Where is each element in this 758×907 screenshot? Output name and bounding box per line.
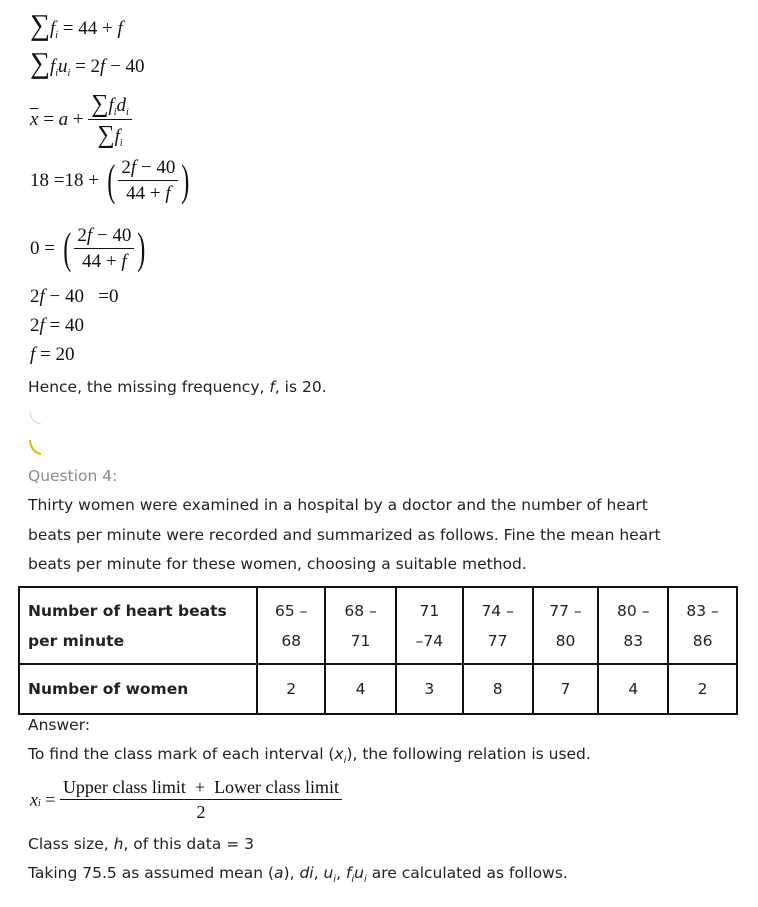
table-cell: 77 – 80 — [533, 587, 599, 664]
table-cell: 8 — [463, 664, 533, 714]
sigma-symbol: ∑ — [30, 47, 50, 80]
table-cell: 65 – 68 — [257, 587, 325, 664]
answer-line-1: To find the class mark of each interval $(x_i)$, the following relation is used. — [28, 745, 591, 766]
table-row — [19, 664, 737, 714]
table-header-cell: Number of heart beats per minute — [19, 587, 257, 664]
table-cell: 83 – 86 — [668, 587, 737, 664]
table-cell: 7 — [533, 664, 599, 714]
table-cell: 4 — [598, 664, 668, 714]
question-line-1: Thirty women were examined in a hospital by a doctor and the number of heart — [28, 496, 648, 514]
table-cell: 74 – 77 — [463, 587, 533, 664]
equation-mean: $\overline{x} = a$ + $\frac{\sum f_id_i}{\sum f_i}$ — [30, 92, 132, 147]
table-cell: 4 — [325, 664, 396, 714]
assumed-mean-text: Taking 75.5 as assumed mean (a), di, $u_i$, $f_iu_i$ are calculated as follows. — [28, 864, 568, 885]
equation-step-3: f = 20 — [30, 344, 75, 365]
conclusion-text: Hence, the missing frequency, f, is 20. — [28, 378, 327, 396]
question-label: Question 4: — [28, 467, 118, 485]
class-size-text: Class size, h, of this data = 3 — [28, 835, 254, 853]
table-cell: 3 — [396, 664, 463, 714]
heart-beats-table — [18, 586, 738, 715]
equation-sum-fu: $\sum f_iu_i = 2f - 40$ — [30, 47, 145, 80]
table-cell: 71 –74 — [396, 587, 463, 664]
equation-class-mark: $x_i$ = $\frac{\text{Upper class limit + Lower class limit}}{2}$ — [30, 778, 342, 821]
decorative-arc-light — [27, 410, 43, 428]
question-line-3: beats per minute for these women, choosing a suitable method. — [28, 555, 527, 573]
table-cell: 68 – 71 — [325, 587, 396, 664]
equation-step-2: 2f = 40 — [30, 315, 84, 336]
table-cell: 2 — [668, 664, 737, 714]
equation-18: 18 =18 + ( $\frac{2f - 40}{44 + f}$ ) — [30, 155, 190, 205]
equation-0: 0 = ( $\frac{2f - 40}{44 + f}$ ) — [30, 223, 146, 273]
x-bar: $\overline{x}$ — [30, 109, 39, 130]
mean-fraction: $\frac{\sum f_id_i}{\sum f_i}$ — [88, 92, 131, 147]
sigma-symbol: ∑ — [30, 9, 50, 42]
table-row — [19, 587, 737, 664]
equation-sum-f: $\sum f_i = 44 + f$ — [30, 9, 123, 42]
answer-label: Answer: — [28, 716, 91, 734]
question-line-2: beats per minute were recorded and summarized as follows. Fine the mean heart — [28, 526, 661, 544]
table-cell: 80 – 83 — [598, 587, 668, 664]
equation-step-1: 2f − 40 =0 — [30, 286, 119, 307]
table-cell: 2 — [257, 664, 325, 714]
table-header-cell: Number of women — [19, 664, 257, 714]
decorative-arc-yellow — [27, 438, 43, 458]
